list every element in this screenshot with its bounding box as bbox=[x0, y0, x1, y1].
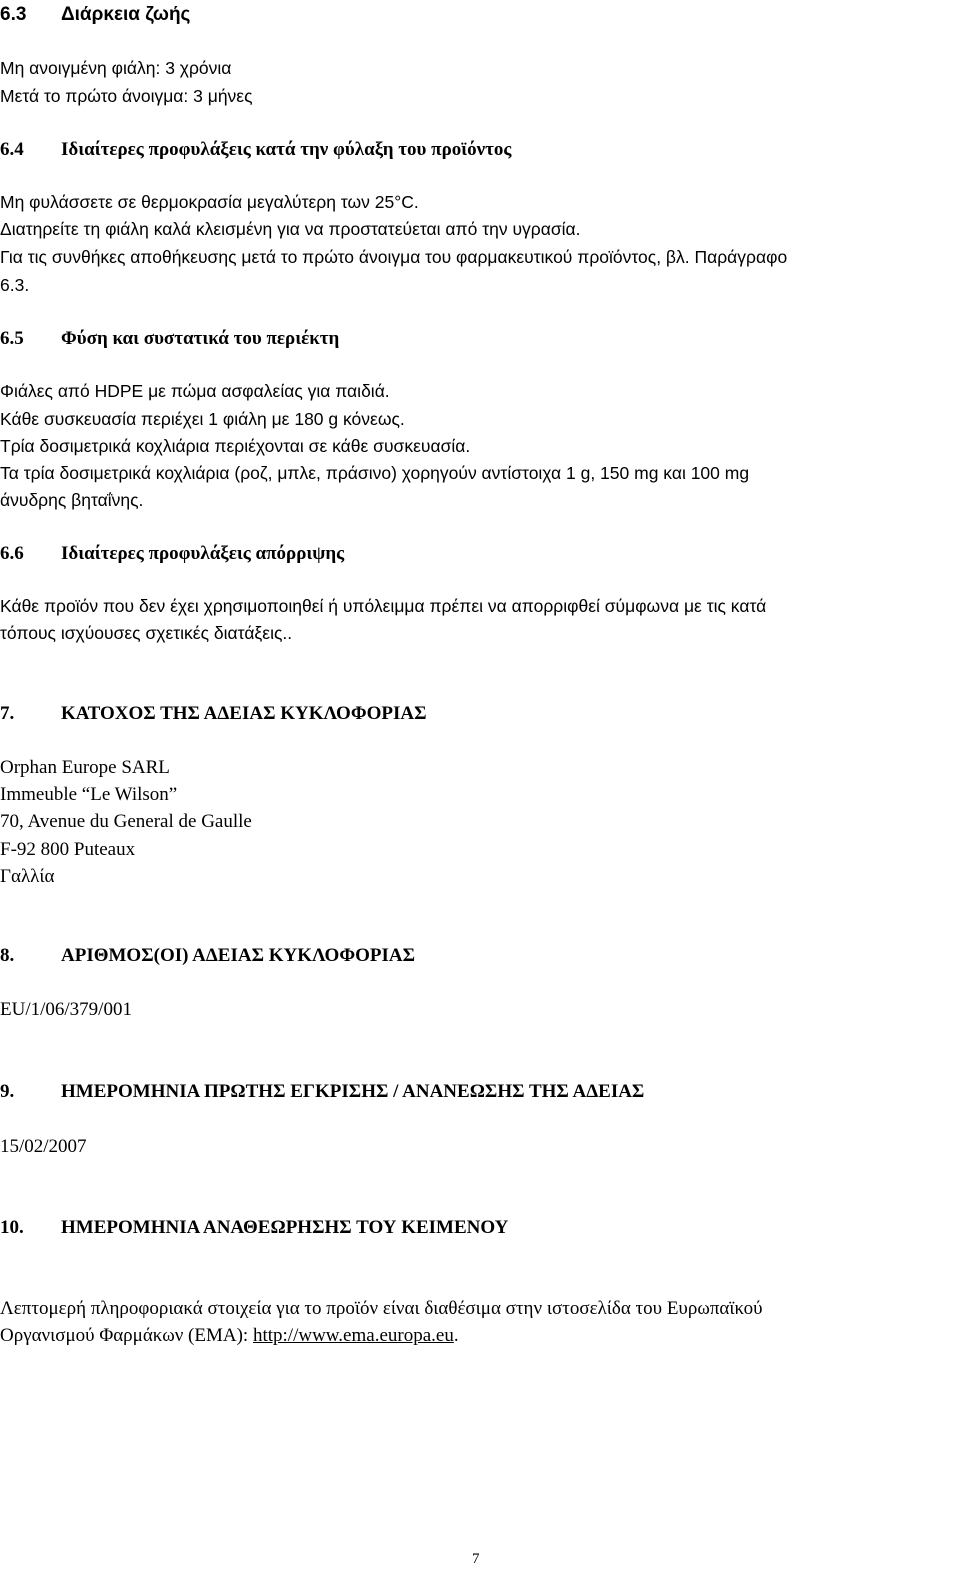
heading-title: ΑΡΙΘΜΟΣ(ΟΙ) ΑΔΕΙΑΣ ΚΥΚΛΟΦΟΡΙΑΣ bbox=[61, 945, 416, 966]
heading-number: 10. bbox=[0, 1217, 24, 1238]
text-line: Τα τρία δοσιμετρικά κοχλιάρια (ροζ, μπλε, πράσινο) χορηγούν αντίστοιχα 1 g, 150 mg και 100 mg bbox=[0, 463, 750, 483]
heading-title: ΗΜΕΡΟΜΗΝΙΑ ΠΡΩΤΗΣ ΕΓΚΡΙΣΗΣ / ΑΝΑΝΕΩΣΗΣ ΤΗΣ ΑΔΕΙΑΣ bbox=[61, 1081, 645, 1102]
text-line: Γαλλία bbox=[0, 866, 55, 887]
text-line: 70, Avenue du General de Gaulle bbox=[0, 811, 252, 832]
text-line: Μη ανοιγμένη φιάλη: 3 χρόνια bbox=[0, 58, 232, 78]
text-line: Orphan Europe SARL bbox=[0, 757, 170, 778]
heading-number: 8. bbox=[0, 945, 15, 966]
text-line: F-92 800 Puteaux bbox=[0, 839, 136, 860]
page-number: 7 bbox=[472, 1551, 480, 1567]
heading-number: 7. bbox=[0, 703, 15, 724]
text-line: Κάθε προϊόν που δεν έχει χρησιμοποιηθεί ή υπόλειμμα πρέπει να απορριφθεί σύμφωνα με τις κατά bbox=[0, 596, 767, 616]
text-line: Τρία δοσιμετρικά κοχλιάρια περιέχονται σε κάθε συσκευασία. bbox=[0, 436, 471, 456]
text-line: 15/02/2007 bbox=[0, 1136, 87, 1157]
text-line: άνυδρης βηταΐνης. bbox=[0, 490, 144, 510]
text-line: Φιάλες από HDPE με πώμα ασφαλείας για παιδιά. bbox=[0, 381, 390, 401]
ema-website-link[interactable]: http://www.ema.europa.eu bbox=[252, 1325, 454, 1346]
text-line: Κάθε συσκευασία περιέχει 1 φιάλη με 180 g κόνεως. bbox=[0, 409, 405, 429]
text-segment: Οργανισμού Φαρμάκων (EMA): bbox=[0, 1325, 253, 1346]
heading-title: Διάρκεια ζωής bbox=[61, 4, 191, 25]
heading-title: ΚΑΤΟΧΟΣ ΤΗΣ ΑΔΕΙΑΣ ΚΥΚΛΟΦΟΡΙΑΣ bbox=[61, 703, 427, 724]
text-segment: . bbox=[453, 1325, 459, 1346]
heading-number: 6.3 bbox=[0, 4, 27, 25]
text-line: Για τις συνθήκες αποθήκευσης μετά το πρώτο άνοιγμα του φαρμακευτικού προϊόντος, βλ. Παράγραφο bbox=[0, 247, 788, 267]
heading-number: 9. bbox=[0, 1081, 15, 1102]
heading-number: 6.6 bbox=[0, 543, 24, 564]
text-line: τόπους ισχύουσες σχετικές διατάξεις.. bbox=[0, 623, 293, 643]
heading-title: Φύση και συστατικά του περιέκτη bbox=[61, 328, 340, 349]
heading-title: Ιδιαίτερες προφυλάξεις απόρριψης bbox=[61, 543, 345, 564]
text-line bbox=[0, 1324, 459, 1348]
heading-number: 6.4 bbox=[0, 139, 24, 160]
text-line: EU/1/06/379/001 bbox=[0, 999, 132, 1020]
heading-number: 6.5 bbox=[0, 328, 24, 349]
heading-title: ΗΜΕΡΟΜΗΝΙΑ ΑΝΑΘΕΩΡΗΣΗΣ ΤΟΥ ΚΕΙΜΕΝΟΥ bbox=[61, 1217, 509, 1238]
text-line: Immeuble “Le Wilson” bbox=[0, 784, 178, 805]
text-line: 6.3. bbox=[0, 275, 30, 295]
text-line: Λεπτομερή πληροφοριακά στοιχεία για το προϊόν είναι διαθέσιμα στην ιστοσελίδα του Ευρωπαϊκού bbox=[0, 1298, 763, 1319]
text-line: Μετά το πρώτο άνοιγμα: 3 μήνες bbox=[0, 86, 253, 106]
heading-title: Ιδιαίτερες προφυλάξεις κατά την φύλαξη του προϊόντος bbox=[61, 139, 512, 160]
text-line: Μη φυλάσσετε σε θερμοκρασία μεγαλύτερη των 25°C. bbox=[0, 192, 419, 212]
text-line: Διατηρείτε τη φιάλη καλά κλεισμένη για να προστατεύεται από την υγρασία. bbox=[0, 219, 581, 239]
